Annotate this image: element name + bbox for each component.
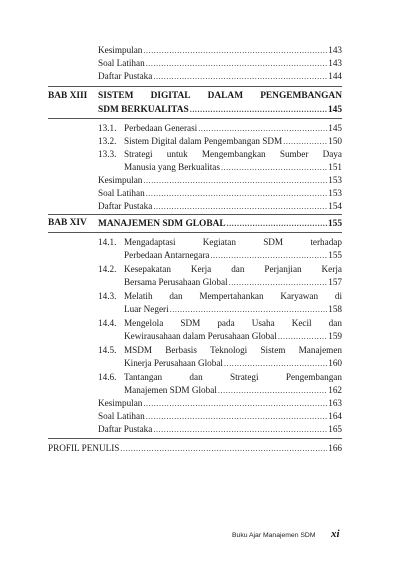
toc-entry-13-3-line2[interactable]: Manusia yang Berkualitas ..... 151 xyxy=(124,161,342,174)
chapter-page: 145 xyxy=(327,105,342,115)
divider xyxy=(48,118,342,119)
toc-entry-daftar-pustaka[interactable]: Daftar Pustaka ..... 165 xyxy=(98,423,342,436)
toc-entry-14-4-line2[interactable]: Kewirausahaan dalam Perusahaan Global ..... 159 xyxy=(124,330,342,343)
toc-entry-14-6-line2[interactable]: Manajemen SDM Global ..... 162 xyxy=(124,384,342,397)
section-number: 14.3. xyxy=(98,291,117,301)
section-number: 14.6. xyxy=(98,372,117,382)
section-number: 14.5. xyxy=(98,345,117,355)
toc-entry-soal-latihan[interactable] xyxy=(98,57,342,70)
toc-entry-kesimpulan[interactable]: Kesimpulan ..... 163 xyxy=(98,397,342,410)
chapter-label: BAB XIV xyxy=(48,218,87,228)
toc-entry-13-3-line1[interactable]: Strategi untuk Mengembangkan Sumber Daya xyxy=(124,149,342,159)
toc-entry-14-3-line1[interactable]: Melatih dan Mempertahankan Karyawan di xyxy=(124,291,342,301)
section-number: 13.2. xyxy=(98,136,117,146)
entry-page: 143 xyxy=(328,58,342,68)
toc-entry-14-2-line1[interactable]: Kesepakatan Kerja dan Perjanjian Kerja xyxy=(124,264,342,274)
chapter-page: 155 xyxy=(327,219,342,229)
chapter-title[interactable]: MANAJEMEN SDM GLOBAL ..... 155 xyxy=(98,217,342,230)
entry-page: 143 xyxy=(328,45,342,55)
toc-entry-13-1[interactable]: Perbedaan Generasi ..... 145 xyxy=(124,122,342,135)
toc-entry-14-2-line2[interactable]: Bersama Perusahaan Global ..... 157 xyxy=(124,276,342,289)
section-number: 14.4. xyxy=(98,318,117,328)
toc-entry-soal-latihan[interactable]: Soal Latihan ..... 164 xyxy=(98,410,342,423)
toc-entry-14-5-line1[interactable]: MSDM Berbasis Teknologi Sistem Manajemen xyxy=(124,345,342,355)
divider xyxy=(48,86,342,87)
divider xyxy=(48,214,342,215)
toc-entry-daftar-pustaka[interactable] xyxy=(98,70,342,83)
toc-entry-daftar-pustaka[interactable]: Daftar Pustaka ..... 154 xyxy=(98,200,342,213)
toc-entry-14-3-line2[interactable]: Luar Negeri ..... 158 xyxy=(124,303,342,316)
toc-entry-14-1-line2[interactable]: Perbedaan Antarnegara ..... 155 xyxy=(124,249,342,262)
chapter-label: BAB XIII xyxy=(48,91,88,101)
footer-book-title: Buku Ajar Manajemen SDM xyxy=(232,532,316,539)
toc-entry-profil-penulis[interactable]: PROFIL PENULIS ..... 166 xyxy=(48,442,342,455)
chapter-title-line2[interactable]: SDM BERKUALITAS ..... 145 xyxy=(98,103,342,116)
divider xyxy=(48,438,342,439)
toc-entry-14-1-line1[interactable]: Mengadaptasi Kegiatan SDM terhadap xyxy=(124,237,342,247)
toc-entry-kesimpulan[interactable] xyxy=(98,44,342,57)
toc-entry-14-4-line1[interactable]: Mengelola SDM pada Usaha Kecil dan xyxy=(124,318,342,328)
section-number: 13.1. xyxy=(98,123,117,133)
chapter-title-line1[interactable] xyxy=(98,90,342,103)
section-number: 14.1. xyxy=(98,237,117,247)
entry-text: Soal Latihan xyxy=(98,58,145,68)
section-number: 14.2. xyxy=(98,264,117,274)
section-number: 13.3. xyxy=(98,149,117,159)
toc-entry-soal-latihan[interactable]: Soal Latihan ..... 153 xyxy=(98,187,342,200)
toc-entry-14-5-line2[interactable]: Kinerja Perusahaan Global ..... 160 xyxy=(124,357,342,370)
entry-text: Daftar Pustaka xyxy=(98,71,153,81)
chapter-title-text: SISTEM DIGITAL DALAM PENGEMBANGAN xyxy=(98,91,342,101)
toc-entry-kesimpulan[interactable]: Kesimpulan ..... 153 xyxy=(98,174,342,187)
entry-page: 144 xyxy=(328,71,342,81)
footer-page-number: xi xyxy=(331,528,340,540)
toc-entry-13-2[interactable]: Sistem Digital dalam Pengembangan SDM ..... 150 xyxy=(124,135,342,148)
entry-text: Kesimpulan xyxy=(98,45,143,55)
divider xyxy=(48,232,342,233)
toc-entry-14-6-line1[interactable]: Tantangan dan Strategi Pengembangan xyxy=(124,372,342,382)
